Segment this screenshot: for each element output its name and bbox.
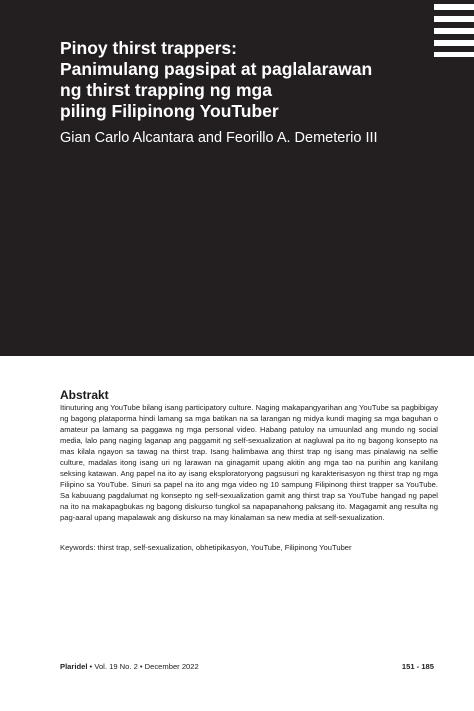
keywords: Keywords: thirst trap, self-sexualization, obhetipikasyon, YouTube, Filipinong YouTuber — [60, 543, 352, 552]
article-title — [60, 38, 430, 122]
title-line: Pinoy thirst trappers: — [60, 38, 237, 58]
decorative-stripes — [434, 0, 474, 60]
stripe — [434, 28, 474, 34]
abstract-heading: Abstrakt — [60, 388, 109, 402]
title-line: piling Filipinong YouTuber — [60, 101, 279, 121]
issue-info: • Vol. 19 No. 2 • December 2022 — [87, 662, 199, 671]
journal-name: Plaridel — [60, 662, 88, 671]
footer-citation — [60, 662, 199, 672]
stripe — [434, 40, 474, 46]
stripe — [434, 4, 474, 10]
page-range: 151 - 185 — [401, 662, 434, 671]
title-line: ng thirst trapping ng mga — [60, 80, 272, 100]
article-authors: Gian Carlo Alcantara and Feorillo A. Demeterio III — [60, 130, 378, 146]
stripe — [434, 16, 474, 22]
abstract-body: Itinuturing ang YouTube bilang isang participatory culture. Naging makapangyarihan ang YouTube sa pagbibigay ng bagong plataporma hindi lamang sa mga batikan na sa larangan ng midya kundi maging sa mga baguhan o amateur pa lamang sa paggawa ng mga personal video. Habang patuloy na umuunlad ang mundo ng social media, lalo pang naging laganap ang paggamit ng self-sexualization at nagluwal pa ito ng bagong konsepto na mas kilala ngayon sa tawag na thirst trap. Isang halimbawa ang thirst trap ng isang mas pinalawig na selfie culture, madalas itong isang uri ng larawan na ginagamit upang akitin ang mga tao na purihin ang kanilang seksing katawan. Ang papel na ito ay isang eksploratoryong pagsusuri ng karakterisasyon ng thirst trap ng mga Filipino sa YouTube. Sinuri sa papel na ito ang mga video ng 10 sampung Filipinong thirst trapper sa YouTube. Sa kabuuang pagdalumat ng konsepto ng self-sexualization gamit ang thirst trap sa YouTube hangad ng papel na ito na makapagbukas ng bagong diskurso tungkol sa napapanahong paksang ito. Magagamit ang resulta ng pag-aaral upang mapalawak ang diskurso na may kinalaman sa new media at self-sexualization. — [60, 403, 438, 523]
title-line: Panimulang pagsipat at paglalarawan — [60, 59, 373, 79]
stripe — [434, 52, 474, 57]
